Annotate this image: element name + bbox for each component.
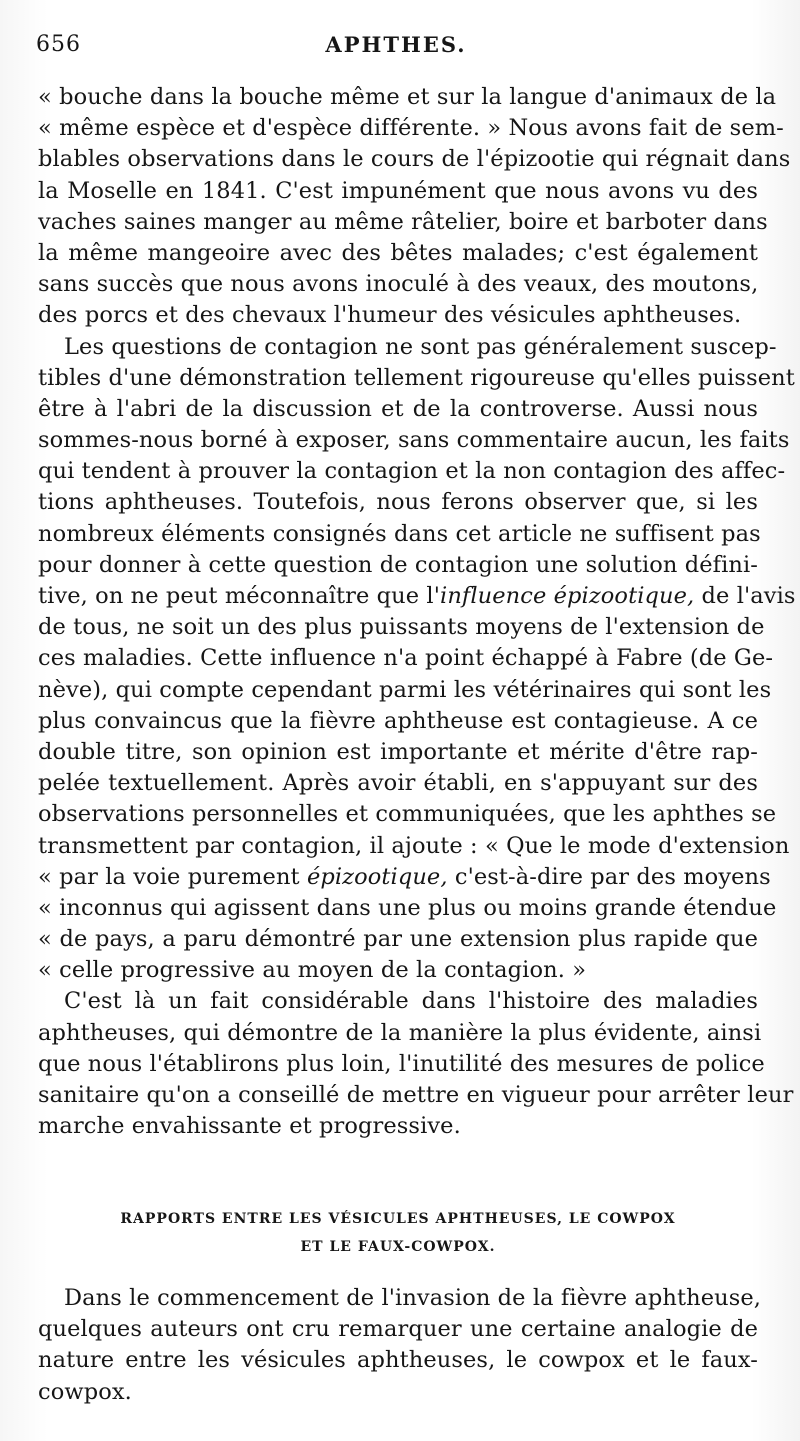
text-line: vaches saines manger au même râtelier, boire et barboter dans — [38, 208, 768, 235]
text-line: « inconnus qui agissent dans une plus ou moins grande étendue — [38, 894, 777, 921]
text-line: ces maladies. Cette influence n'a point échappé à Fabre (de Ge- — [38, 645, 774, 672]
section-heading-line: RAPPORTS ENTRE LES VÉSICULES APHTHEUSES, LE COWPOX — [120, 1211, 676, 1227]
body-text — [38, 82, 796, 1142]
text-line-with-italic — [38, 862, 771, 893]
text-line: être à l'abri de la discussion et de la controverse. Aussi nous — [38, 395, 758, 422]
text-line-with-italic — [38, 581, 796, 612]
page-header — [36, 32, 756, 66]
text-line: « même espèce et d'espèce différente. » Nous avons fait de sem- — [38, 115, 784, 142]
text-line: qui tendent à prouver la contagion et la non contagion des affec- — [38, 458, 786, 485]
text-line: pelée textuellement. Après avoir établi, en s'appuyant sur des — [38, 770, 758, 797]
text-line: plus convaincus que la fièvre aphtheuse est contagieuse. A ce — [38, 707, 758, 734]
text-line: tions aphtheuses. Toutefois, nous ferons observer que, si les — [38, 489, 758, 516]
section-heading-line: ET LE FAUX-COWPOX. — [300, 1239, 496, 1255]
text-line: Les questions de contagion ne sont pas généralement suscep- — [64, 333, 777, 360]
section-heading — [38, 1205, 758, 1261]
text-line: sans succès que nous avons inoculé à des veaux, des moutons, — [38, 271, 759, 298]
text-line: sommes-nous borné à exposer, sans commentaire aucun, les faits — [38, 427, 790, 454]
section-body — [38, 1283, 762, 1408]
text-line: transmettent par contagion, il ajoute : « Que le mode d'extension — [38, 832, 790, 859]
text-line: nève), qui compte cependant parmi les vétérinaires qui sont les — [38, 676, 772, 703]
text-line: marche envahissante et progressive. — [38, 1113, 461, 1140]
page-number: 656 — [36, 32, 81, 57]
text-line: « celle progressive au moyen de la contagion. » — [38, 957, 587, 984]
text-segment: tive, on ne peut méconnaître que l' — [38, 583, 441, 609]
text-line: aphtheuses, qui démontre de la manière la plus évidente, ainsi — [38, 1019, 762, 1046]
text-line: sanitaire qu'on a conseillé de mettre en vigueur pour arrêter leur — [38, 1082, 794, 1108]
text-line: des porcs et des chevaux l'humeur des vésicules aphtheuses. — [38, 302, 742, 329]
text-line: de tous, ne soit un des plus puissants moyens de l'extension de — [38, 614, 765, 641]
text-line: quelques auteurs ont cru remarquer une certaine analogie de — [38, 1316, 758, 1343]
text-line: observations personnelles et communiquées, que les aphthes se — [38, 801, 777, 828]
running-head: APHTHES. — [325, 32, 467, 57]
text-line: la même mangeoire avec des bêtes malades; c'est également — [38, 239, 758, 266]
italic-phrase: influence épizootique, — [440, 583, 695, 609]
text-segment: « par la voie purement — [38, 863, 307, 890]
text-line: tibles d'une démonstration tellement rigoureuse qu'elles puissent — [38, 364, 795, 391]
text-segment: de l'avis — [694, 583, 796, 609]
text-line: double titre, son opinion est importante et mérite d'être rap- — [38, 738, 758, 765]
text-line: que nous l'établirons plus loin, l'inutilité des mesures de police — [38, 1050, 765, 1077]
text-line: cowpox. — [38, 1378, 132, 1405]
text-line: pour donner à cette question de contagion une solution défini- — [38, 551, 758, 578]
text-line: la Moselle en 1841. C'est impunément que nous avons vu des — [38, 177, 758, 204]
italic-phrase: épizootique, — [306, 863, 448, 890]
text-line: blables observations dans le cours de l'épizootie qui régnait dans — [38, 146, 791, 173]
text-line: nombreux éléments consignés dans cet article ne suffisent pas — [38, 520, 761, 547]
text-line: « de pays, a paru démontré par une extension plus rapide que — [38, 926, 758, 953]
text-line: Dans le commencement de l'invasion de la fièvre aphtheuse, — [64, 1285, 762, 1311]
text-line: « bouche dans la bouche même et sur la langue d'animaux de la — [38, 84, 777, 110]
text-segment: c'est-à-dire par des moyens — [447, 863, 771, 890]
text-line: nature entre les vésicules aphtheuses, le cowpox et le faux- — [38, 1347, 758, 1374]
text-line: C'est là un fait considérable dans l'histoire des maladies — [64, 988, 758, 1015]
